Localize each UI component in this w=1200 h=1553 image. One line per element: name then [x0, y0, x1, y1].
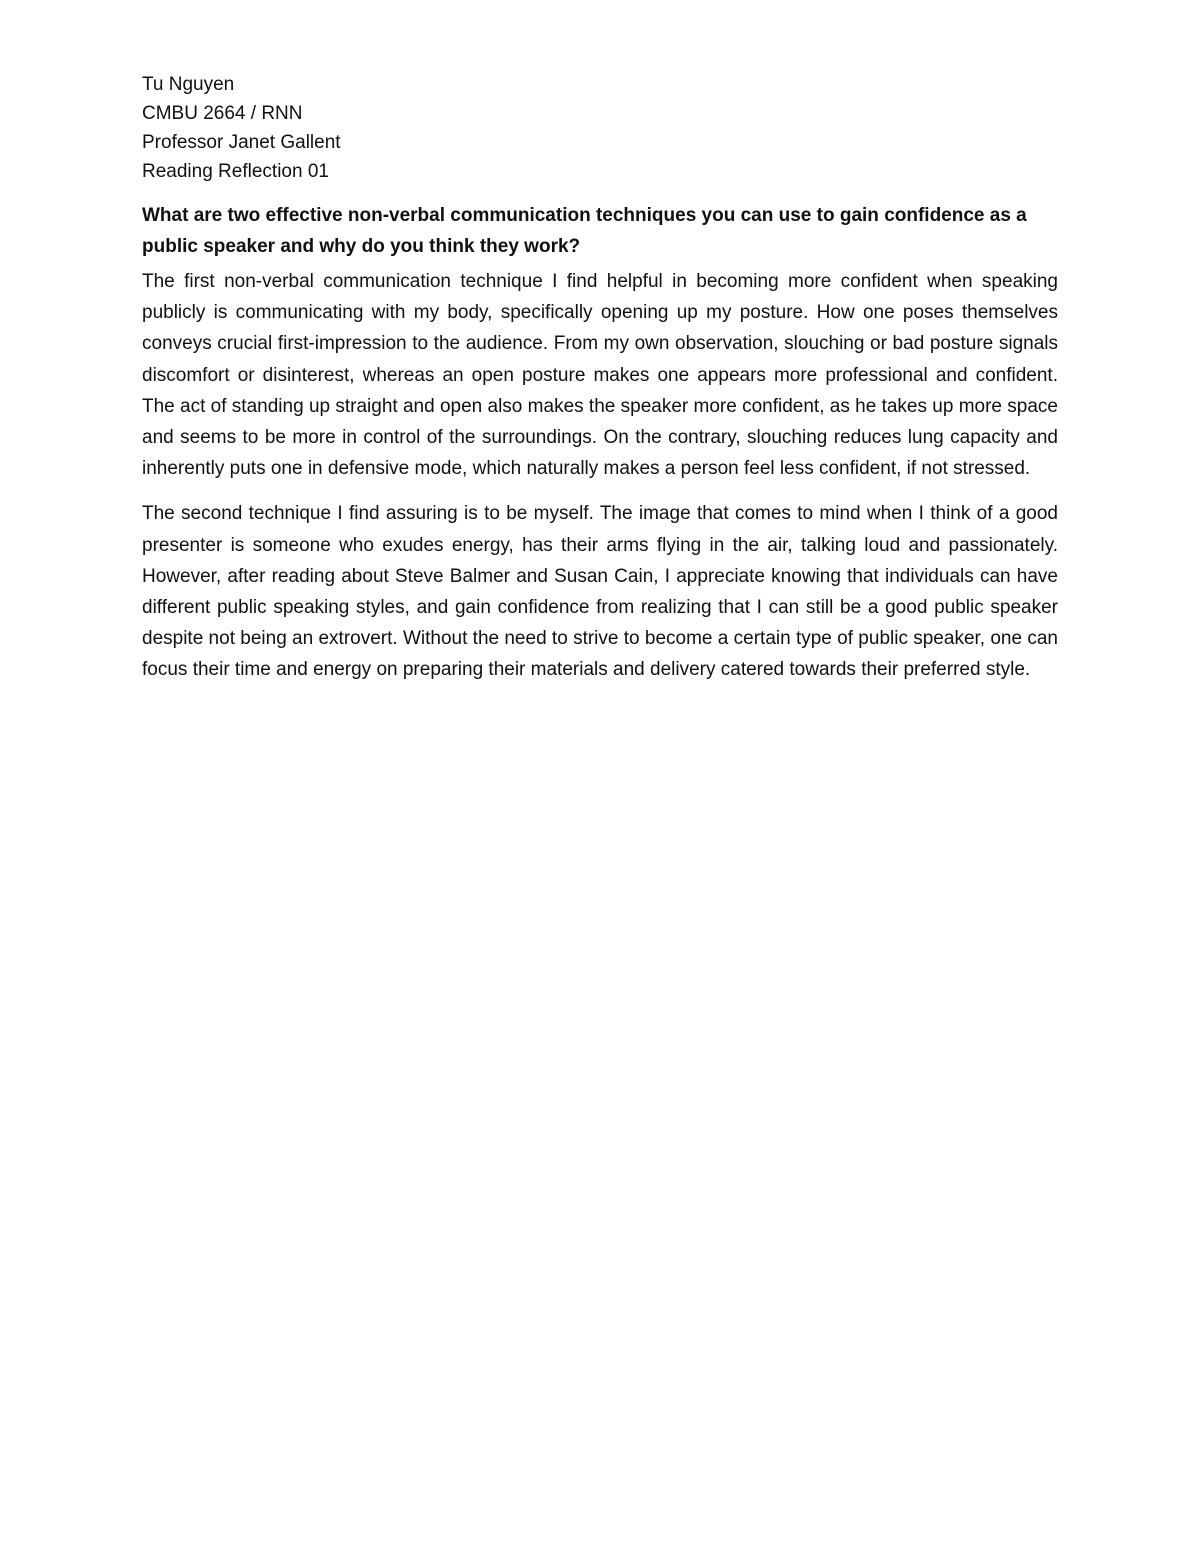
author-name: Tu Nguyen	[142, 74, 235, 95]
body-paragraph-1: The first non-verbal communication technique I find helpful in becoming more confident when speaking publicly is communicating with my body, specifically opening up my posture. How one poses themselves conveys crucial first-impression to the audience. From my own observation, slouching or bad posture signals discomfort or disinterest, whereas an open posture makes one appears more professional and confident. The act of standing up straight and open also makes the speaker more confident, as he takes up more space and seems to be more in control of the surroundings. On the contrary, slouching reduces lung capacity and inherently puts one in defensive mode, which naturally makes a person feel less confident, if not stressed.	[142, 271, 1058, 480]
document-body	[142, 70, 1058, 700]
professor-name: Professor Janet Gallent	[142, 132, 341, 153]
body-paragraph-2: The second technique I find assuring is to be myself. The image that comes to mind when I think of a good presenter is someone who exudes energy, has their arms flying in the air, talking loud and passionately. However, after reading about Steve Balmer and Susan Cain, I appreciate knowing that individuals can have different public speaking styles, and gain confidence from realizing that I can still be a good public speaker despite not being an extrovert. Without the need to strive to become a certain type of public speaker, one can focus their time and energy on preparing their materials and delivery catered towards their preferred style.	[142, 503, 1058, 681]
assignment-title: Reading Reflection 01	[142, 161, 329, 182]
course-code: CMBU 2664 / RNN	[142, 103, 303, 124]
question-heading: What are two effective non-verbal communication techniques you can use to gain confidence as a public speaker and why do you think they work?	[142, 205, 1027, 257]
header-block	[142, 70, 1058, 186]
